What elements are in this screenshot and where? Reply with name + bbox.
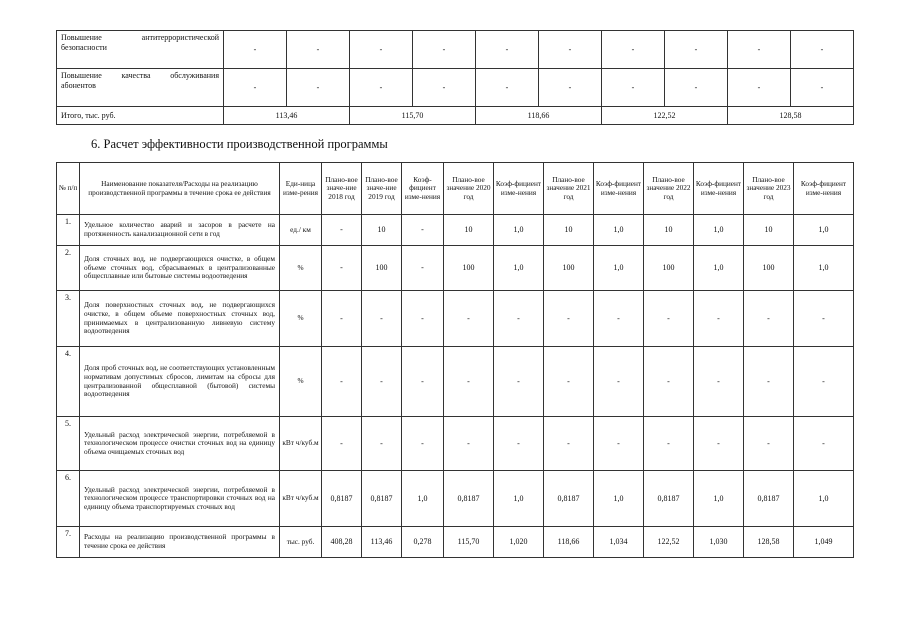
value-cell: 100 <box>362 246 402 291</box>
value-cell: - <box>322 291 362 347</box>
column-header: Плано-вое значение 2022 год <box>644 163 694 215</box>
expense-value: - <box>413 69 476 107</box>
column-header: Плано-вое значе-ние 2018 год <box>322 163 362 215</box>
expense-value: - <box>602 69 665 107</box>
value-cell: 1,034 <box>594 527 644 558</box>
value-cell: - <box>322 246 362 291</box>
unit-cell: тыс. руб. <box>280 527 322 558</box>
row-number: 2. <box>57 246 80 291</box>
column-header: Плано-вое значение 2021 год <box>544 163 594 215</box>
value-cell: 1,0 <box>594 246 644 291</box>
value-cell: - <box>694 347 744 417</box>
total-value: 118,66 <box>476 107 602 125</box>
value-cell: 1,0 <box>794 471 854 527</box>
unit-cell: % <box>280 347 322 417</box>
column-header: Коэф-фициент изме-нения <box>694 163 744 215</box>
value-cell: - <box>744 347 794 417</box>
value-cell: 100 <box>544 246 594 291</box>
value-cell: 1,0 <box>594 471 644 527</box>
expense-row <box>57 69 854 107</box>
value-cell: - <box>494 291 544 347</box>
indicator-row <box>57 417 854 471</box>
value-cell: 0,8187 <box>744 471 794 527</box>
total-value: 128,58 <box>728 107 854 125</box>
indicator-row <box>57 471 854 527</box>
value-cell: 128,58 <box>744 527 794 558</box>
expense-value: - <box>287 31 350 69</box>
value-cell: 0,8187 <box>322 471 362 527</box>
expense-label: Повышение качества обслуживания абонентов <box>57 69 224 107</box>
column-header: Коэф-фициент изме-нения <box>494 163 544 215</box>
indicator-row <box>57 291 854 347</box>
value-cell: 1,0 <box>794 215 854 246</box>
value-cell: 100 <box>444 246 494 291</box>
column-header: Плано-вое значение 2020 год <box>444 163 494 215</box>
column-header: № п/п <box>57 163 80 215</box>
column-header: Коэф-фициент изме-нения <box>794 163 854 215</box>
unit-cell: % <box>280 291 322 347</box>
efficiency-table <box>56 162 854 558</box>
value-cell: 1,020 <box>494 527 544 558</box>
expense-value: - <box>224 31 287 69</box>
value-cell: - <box>494 417 544 471</box>
value-cell: 1,0 <box>402 471 444 527</box>
value-cell: 0,8187 <box>544 471 594 527</box>
value-cell: 10 <box>362 215 402 246</box>
row-number: 3. <box>57 291 80 347</box>
expenses-table <box>56 30 854 125</box>
value-cell: - <box>362 347 402 417</box>
expense-value: - <box>287 69 350 107</box>
column-header: Наименование показателя/Расходы на реализацию производственной программы в течение срока ее действия <box>80 163 280 215</box>
column-header: Коэф-фициент изме-нения <box>594 163 644 215</box>
column-header: Плано-вое значе-ние 2019 год <box>362 163 402 215</box>
total-value: 115,70 <box>350 107 476 125</box>
value-cell: 0,8187 <box>362 471 402 527</box>
value-cell: - <box>362 417 402 471</box>
value-cell: - <box>322 417 362 471</box>
value-cell: - <box>402 417 444 471</box>
value-cell: - <box>402 246 444 291</box>
value-cell: 118,66 <box>544 527 594 558</box>
value-cell: 0,278 <box>402 527 444 558</box>
unit-cell: кВт ч/куб.м <box>280 417 322 471</box>
expense-value: - <box>539 69 602 107</box>
value-cell: - <box>322 215 362 246</box>
value-cell: - <box>402 291 444 347</box>
expense-value: - <box>224 69 287 107</box>
indicator-row <box>57 246 854 291</box>
expense-value: - <box>350 31 413 69</box>
value-cell: - <box>444 347 494 417</box>
column-header: Коэф-фициент изме-нения <box>402 163 444 215</box>
value-cell: - <box>794 417 854 471</box>
value-cell: 1,0 <box>594 215 644 246</box>
value-cell: 10 <box>644 215 694 246</box>
value-cell: 1,0 <box>494 215 544 246</box>
value-cell: - <box>444 291 494 347</box>
value-cell: - <box>644 347 694 417</box>
unit-cell: кВт ч/куб.м <box>280 471 322 527</box>
value-cell: 408,28 <box>322 527 362 558</box>
value-cell: 1,0 <box>494 246 544 291</box>
column-header: Плано-вое значение 2023 год <box>744 163 794 215</box>
expense-value: - <box>350 69 413 107</box>
unit-cell: ед./ км <box>280 215 322 246</box>
expense-value: - <box>728 31 791 69</box>
expense-value: - <box>413 31 476 69</box>
value-cell: - <box>544 347 594 417</box>
value-cell: 10 <box>444 215 494 246</box>
header-row <box>57 163 854 215</box>
section-heading: 6. Расчет эффективности производственной программы <box>91 137 388 151</box>
indicator-row <box>57 347 854 417</box>
indicator-row <box>57 215 854 246</box>
value-cell: - <box>744 417 794 471</box>
total-label: Итого, тыс. руб. <box>57 107 224 125</box>
value-cell: 1,030 <box>694 527 744 558</box>
value-cell: - <box>402 215 444 246</box>
expense-value: - <box>665 69 728 107</box>
total-row <box>57 107 854 125</box>
expense-value: - <box>539 31 602 69</box>
value-cell: - <box>594 347 644 417</box>
value-cell: 1,0 <box>694 215 744 246</box>
value-cell: - <box>322 347 362 417</box>
value-cell: - <box>794 347 854 417</box>
row-number: 4. <box>57 347 80 417</box>
value-cell: - <box>494 347 544 417</box>
value-cell: - <box>594 417 644 471</box>
expense-value: - <box>791 31 854 69</box>
value-cell: - <box>744 291 794 347</box>
expense-row <box>57 31 854 69</box>
expense-label: Повышение антитеррористической безопасности <box>57 31 224 69</box>
value-cell: 100 <box>744 246 794 291</box>
value-cell: 122,52 <box>644 527 694 558</box>
total-value: 113,46 <box>224 107 350 125</box>
indicator-name: Доля поверхностных сточных вод, не подвергающихся очистке, в общем объеме поверхностных сточных вод, принимаемых в централизованную ливневую систему водоотведения <box>80 291 280 347</box>
expense-value: - <box>602 31 665 69</box>
value-cell: 10 <box>744 215 794 246</box>
value-cell: - <box>544 417 594 471</box>
expense-value: - <box>728 69 791 107</box>
expense-value: - <box>476 69 539 107</box>
expense-value: - <box>665 31 728 69</box>
indicator-name: Удельное количество аварий и засоров в расчете на протяженность канализационной сети в год <box>80 215 280 246</box>
value-cell: - <box>644 291 694 347</box>
value-cell: 113,46 <box>362 527 402 558</box>
value-cell: 1,049 <box>794 527 854 558</box>
indicator-name: Доля сточных вод, не подвергающихся очистке, в общем объеме сточных вод, сбрасываемых в централизованные общесплавные или бытовые системы водоотведения <box>80 246 280 291</box>
value-cell: - <box>402 347 444 417</box>
row-number: 5. <box>57 417 80 471</box>
indicator-row <box>57 527 854 558</box>
value-cell: 1,0 <box>794 246 854 291</box>
indicator-name: Удельный расход электрической энергии, потребляемой в технологическом процессе транспортировки сточных вод на единицу объема транспортируемых сточных вод <box>80 471 280 527</box>
value-cell: 100 <box>644 246 694 291</box>
value-cell: 1,0 <box>694 246 744 291</box>
value-cell: 1,0 <box>694 471 744 527</box>
indicator-name: Доля проб сточных вод, не соответствующих установленным нормативам допустимых сбросов, лимитам на сбросы для централизованной общесплавной (бытовой) системы водоотведения <box>80 347 280 417</box>
value-cell: - <box>444 417 494 471</box>
value-cell: 1,0 <box>494 471 544 527</box>
value-cell: - <box>362 291 402 347</box>
value-cell: 115,70 <box>444 527 494 558</box>
value-cell: - <box>544 291 594 347</box>
value-cell: - <box>594 291 644 347</box>
value-cell: 10 <box>544 215 594 246</box>
value-cell: - <box>694 291 744 347</box>
row-number: 7. <box>57 527 80 558</box>
value-cell: - <box>794 291 854 347</box>
column-header: Еди-ница изме-рения <box>280 163 322 215</box>
total-value: 122,52 <box>602 107 728 125</box>
expense-value: - <box>791 69 854 107</box>
value-cell: 0,8187 <box>644 471 694 527</box>
row-number: 1. <box>57 215 80 246</box>
indicator-name: Удельный расход электрической энергии, потребляемой в технологическом процессе очистки сточных вод на единицу объема очищаемых сточных вод <box>80 417 280 471</box>
unit-cell: % <box>280 246 322 291</box>
value-cell: - <box>644 417 694 471</box>
row-number: 6. <box>57 471 80 527</box>
value-cell: - <box>694 417 744 471</box>
expense-value: - <box>476 31 539 69</box>
value-cell: 0,8187 <box>444 471 494 527</box>
indicator-name: Расходы на реализацию производственной программы в течение срока ее действия <box>80 527 280 558</box>
